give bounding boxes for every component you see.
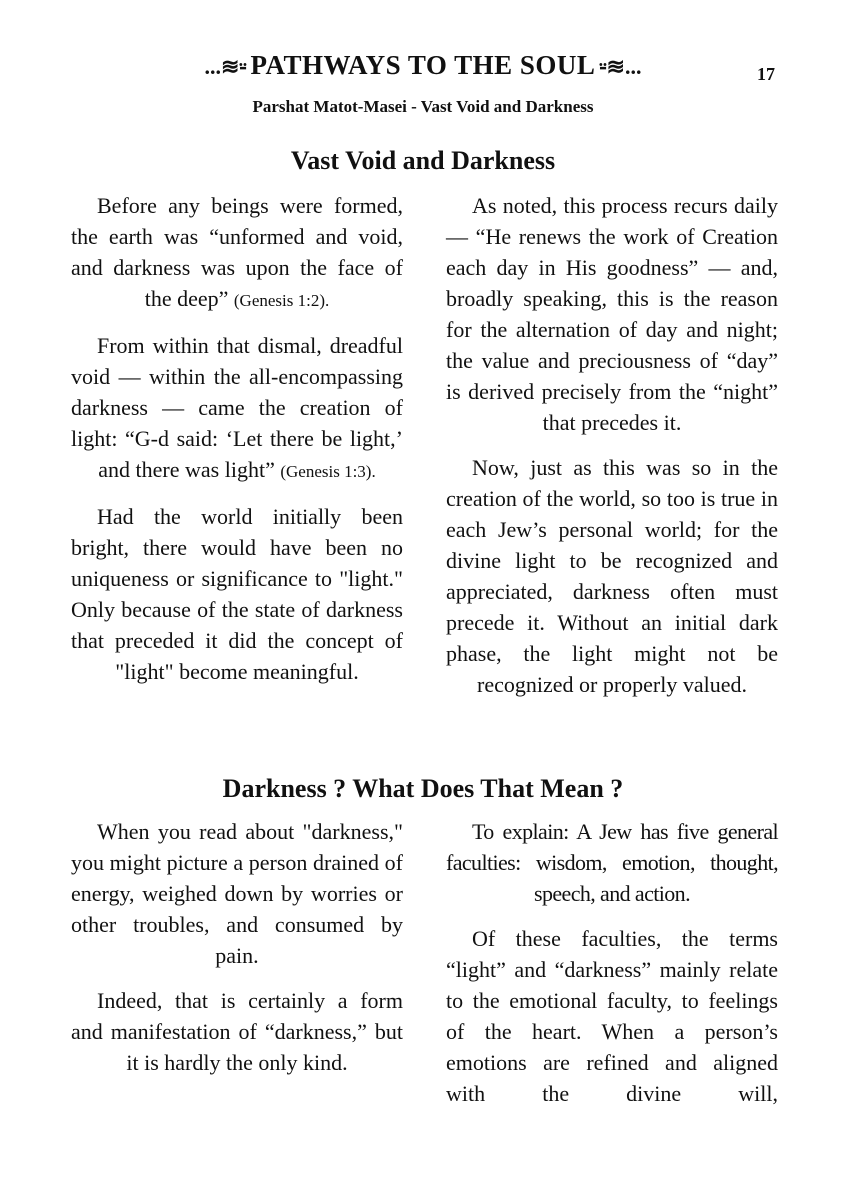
ornament-left-icon: ...≋⸚ xyxy=(204,54,247,79)
page-number: 17 xyxy=(757,64,775,84)
paragraph: As noted, this process recurs daily — “He renews the work of Creation each day in His goodness” — and, broadly speaking, this is the reason for the alternation of day and night; the value and preciousness of “day” is derived precisely from the “night” that precedes it. xyxy=(446,193,778,435)
paragraph: From within that dismal, dreadful void — within the all-encompassing darkness — came the creation of light: “G-d said: ‘Let there be light,’ and there was light” (Genesis 1:3). xyxy=(71,333,403,482)
section2-right-column xyxy=(446,816,778,1123)
citation: (Genesis 1:3). xyxy=(280,462,376,481)
section1-left-column xyxy=(71,190,403,701)
paragraph: Indeed, that is certainly a form and manifestation of “darkness,” but it is hardly the only kind. xyxy=(71,988,403,1075)
running-header xyxy=(0,50,846,81)
chapter-subtitle: Parshat Matot-Masei - Vast Void and Darkness xyxy=(252,97,594,116)
ornament-right-icon: ⸚≋... xyxy=(599,54,642,79)
paragraph: Before any beings were formed, the earth was “unformed and void, and darkness was upon the face of the deep” (Genesis 1:2). xyxy=(71,193,403,311)
paragraph: Had the world initially been bright, there would have been no uniqueness or significance to "light." Only because of the state of darkness that preceded it did the concept of "light" become meaningful. xyxy=(71,504,403,684)
section1-right-column xyxy=(446,190,778,714)
section-title-darkness: Darkness ? What Does That Mean ? xyxy=(222,774,624,803)
citation: (Genesis 1:2). xyxy=(233,291,330,310)
paragraph: Of these faculties, the terms “light” and “darkness” mainly relate to the emotional faculty, to feelings of the heart. When a person’s emotions are refined and aligned with the divine will, xyxy=(446,926,778,1106)
paragraph: Now, just as this was so in the creation of the world, so too is true in each Jew’s personal world; for the divine light to be recognized and appreciated, darkness often must precede it. Without an initial dark phase, the light might not be recognized or properly valued. xyxy=(446,455,778,697)
paragraph: To explain: A Jew has five general faculties: wisdom, emotion, thought, speech, and action. xyxy=(446,819,778,906)
paragraph: When you read about "darkness," you might picture a person drained of energy, weighed down by worries or other troubles, and consumed by pain. xyxy=(71,819,403,968)
running-title: PATHWAYS TO THE SOUL xyxy=(250,50,596,80)
section2-left-column xyxy=(71,816,403,1092)
section-title-vast-void: Vast Void and Darkness xyxy=(290,146,556,175)
